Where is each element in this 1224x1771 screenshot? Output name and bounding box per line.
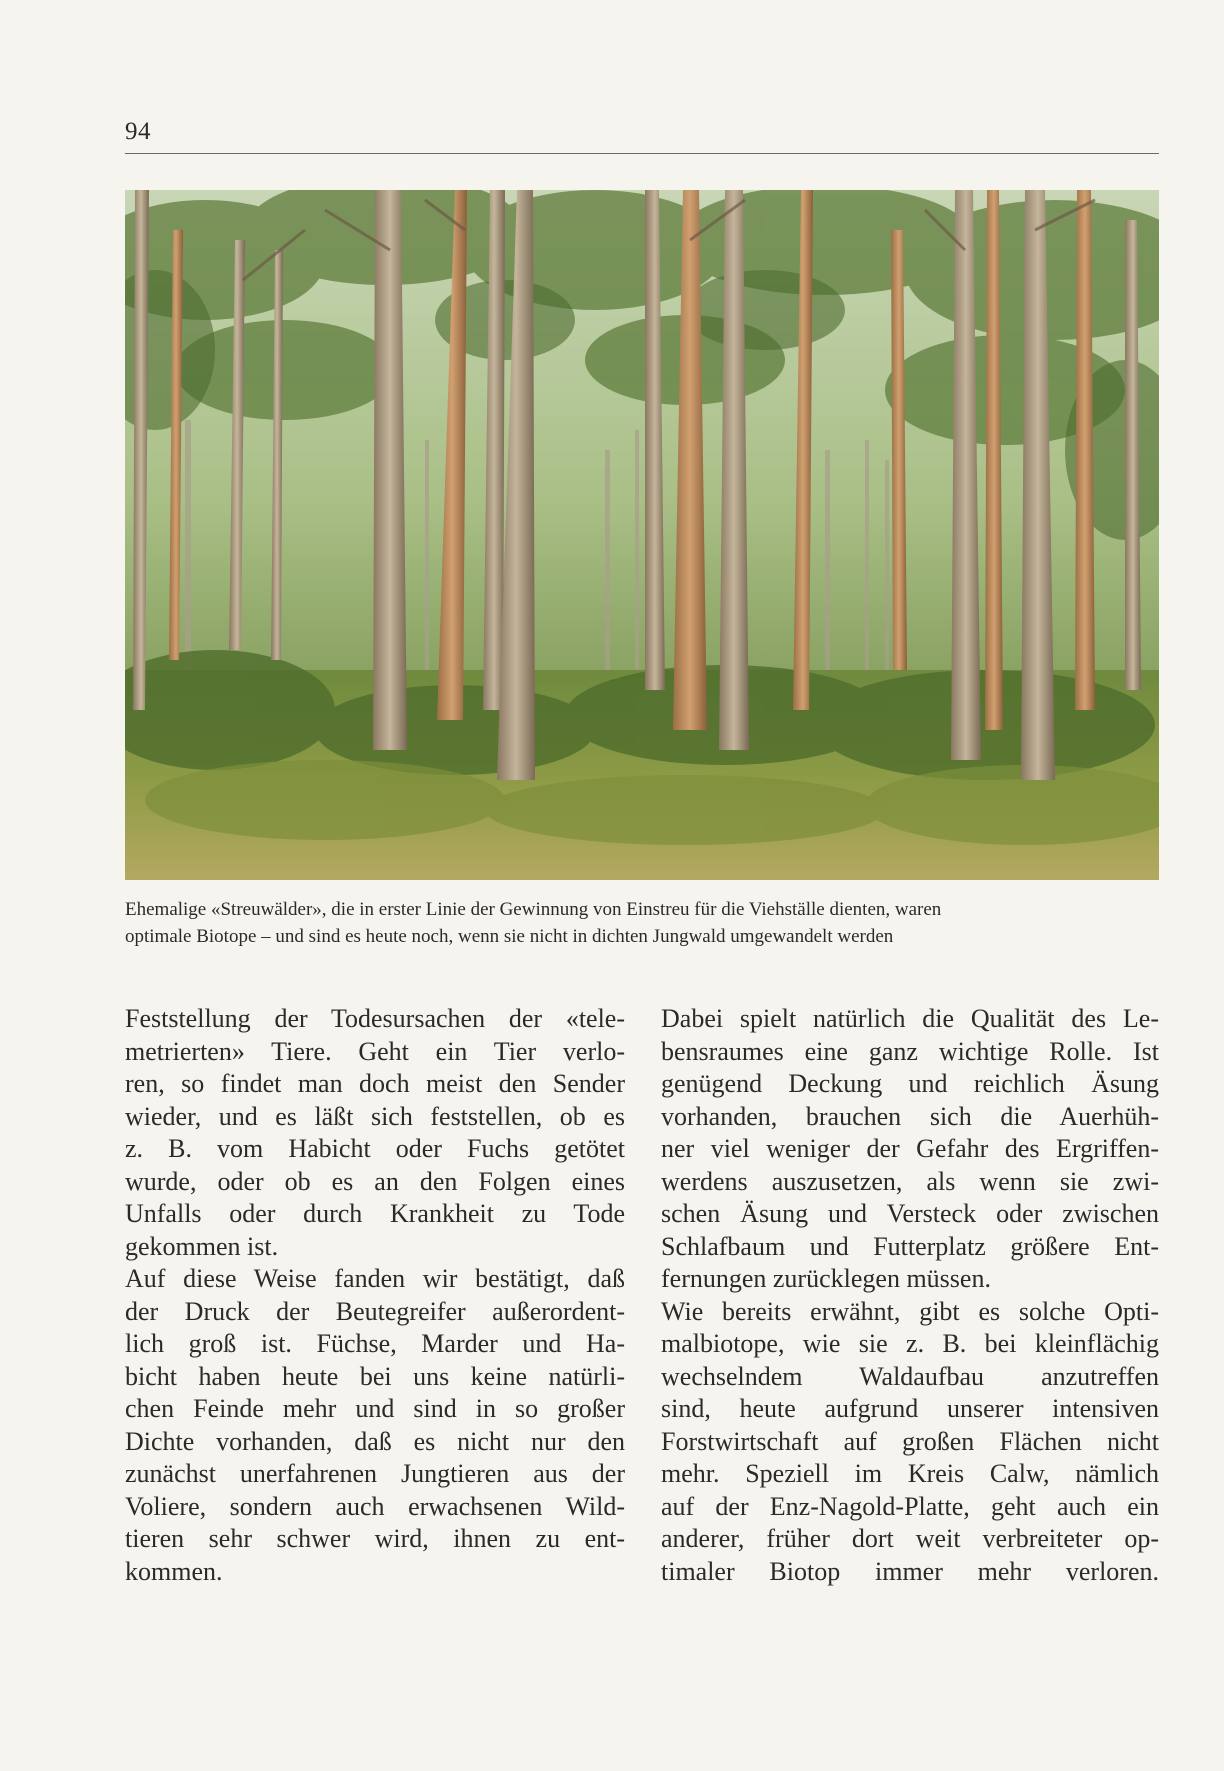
text-line: Unfalls oder durch Krankheit zu Tode [125,1199,625,1228]
text-line: Wie bereits erwähnt, gibt es solche Opti- [661,1296,1159,1326]
figure-caption [125,896,1159,950]
text-line: gekommen ist. [125,1231,279,1261]
text-line: Feststellung der Todesursachen der «tele- [125,1004,625,1033]
text-line: wechselndem Waldaufbau anzutreffen [661,1361,1159,1391]
text-line: Auf diese Weise fanden wir bestätigt, daß [125,1264,625,1293]
text-line: ren, so findet man doch meist den Sender [125,1069,625,1098]
text-line: lich groß ist. Füchse, Marder und Ha- [125,1329,625,1358]
text-line: werdens auszusetzen, als wenn sie zwi- [661,1166,1159,1196]
text-line: Dichte vorhanden, daß es nicht nur den [125,1426,625,1456]
caption-line: optimale Biotope – und sind es heute noch, wenn sie nicht in dichten Jungwald umgewandelt werden [125,926,894,947]
text-line: der Druck der Beutegreifer außerordent- [125,1296,625,1326]
page-number: 94 [125,118,151,145]
text-line: malbiotope, wie sie z. B. bei kleinflächig [661,1329,1159,1358]
text-line: Forstwirtschaft auf großen Flächen nicht [661,1426,1159,1456]
text-line: sind, heute aufgrund unserer intensiven [661,1394,1159,1423]
text-line: schen Äsung und Versteck oder zwischen [661,1199,1159,1228]
text-line: fernungen zurücklegen müssen. [661,1264,991,1293]
text-line: Voliere, sondern auch erwachsenen Wild- [125,1491,625,1521]
text-line: wieder, und es läßt sich feststellen, ob es [125,1101,625,1131]
text-line: kommen. [125,1556,223,1586]
forest-photo [125,190,1159,880]
header-rule [125,153,1159,154]
text-line: tieren sehr schwer wird, ihnen zu ent- [125,1524,625,1553]
text-line: zunächst unerfahrenen Jungtieren aus der [125,1459,625,1488]
text-line: chen Feinde mehr und sind in so großer [125,1394,625,1423]
text-column-right [661,1003,1159,1588]
text-line: Schlafbaum und Futterplatz größere Ent- [661,1231,1159,1261]
text-line: ner viel weniger der Gefahr des Ergriffen- [661,1134,1159,1163]
text-line: bensraumes eine ganz wichtige Rolle. Ist [661,1036,1159,1066]
text-column-left [125,1003,625,1588]
text-line: timaler Biotop immer mehr verloren. [661,1556,1159,1586]
text-line: auf der Enz-Nagold-Platte, geht auch ein [661,1491,1159,1521]
text-line: metrierten» Tiere. Geht ein Tier verlo- [125,1036,625,1066]
text-line: mehr. Speziell im Kreis Calw, nämlich [661,1459,1159,1488]
text-line: Dabei spielt natürlich die Qualität des Le- [661,1004,1159,1033]
text-line: genügend Deckung und reichlich Äsung [661,1069,1159,1098]
text-line: wurde, oder ob es an den Folgen eines [125,1166,625,1196]
text-line: bicht haben heute bei uns keine natürli- [125,1361,625,1391]
text-line: vorhanden, brauchen sich die Auerhüh- [661,1101,1159,1131]
text-line: z. B. vom Habicht oder Fuchs getötet [125,1134,625,1163]
text-line: anderer, früher dort weit verbreiteter op- [661,1524,1159,1553]
caption-line: Ehemalige «Streuwälder», die in erster Linie der Gewinnung von Einstreu für die Viehställe dienten, waren [125,899,942,920]
